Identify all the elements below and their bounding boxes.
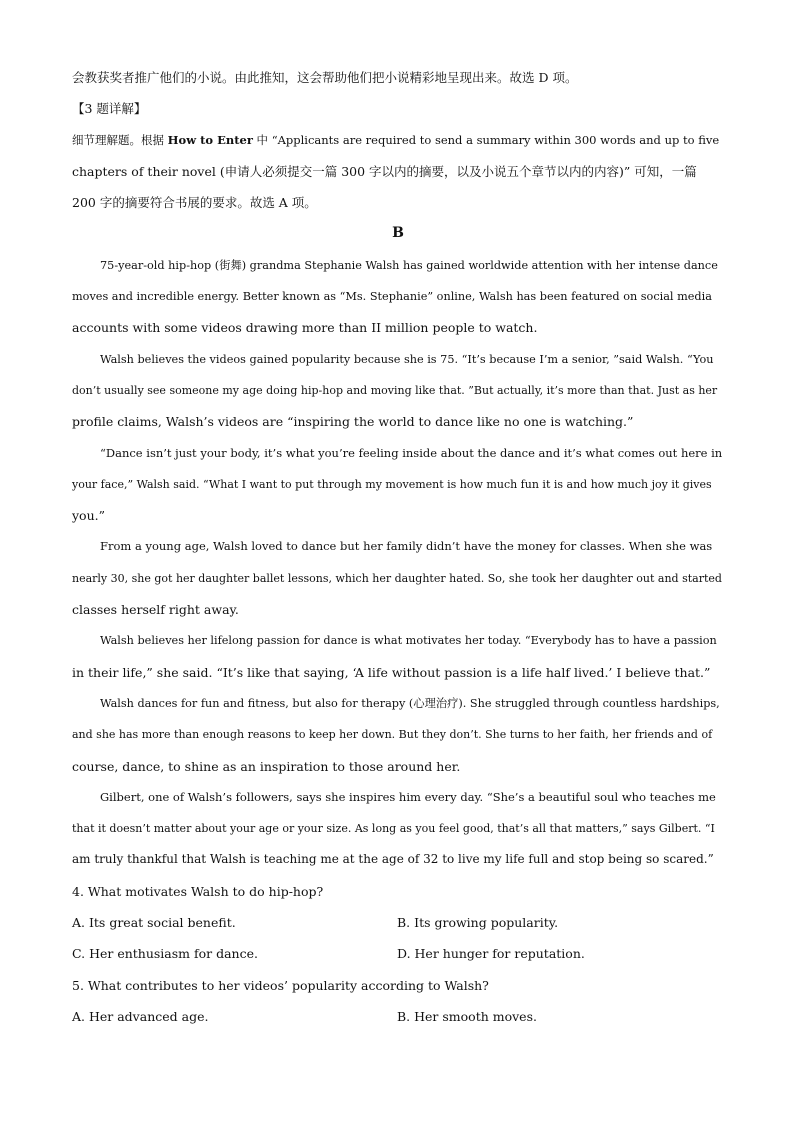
paragraph-line: moves and incredible energy. Better known as “Ms. Stephanie” online, Walsh has been featured on social media: [72, 290, 712, 304]
paragraph-line: Gilbert, one of Walsh’s followers, says she inspires him every day. “She’s a beautiful soul who teaches me: [100, 789, 716, 804]
paragraph-line: and she has more than enough reasons to keep her down. But they don’t. She turns to her faith, her friends and of: [72, 728, 713, 742]
option-b: B. Her smooth moves.: [397, 1008, 537, 1024]
option-a: A. Her advanced age.: [72, 1008, 209, 1024]
paragraph-line: “Dance isn’t just your body, it’s what you’re feeling inside about the dance and it’s what comes out here in: [100, 445, 723, 460]
paragraph-line: course, dance, to shine as an inspiration to those around her.: [72, 758, 461, 774]
option-b: B. Its growing popularity.: [397, 915, 559, 931]
paragraph-line: classes herself right away.: [72, 602, 239, 618]
option-a: A. Its great social benefit.: [72, 915, 236, 931]
paragraph-line: your face,” Walsh said. “What I want to put through my movement is how much fun it is and how much joy it gives: [72, 477, 712, 491]
paragraph-line: 75-year-old hip-hop (街舞) grandma Stephanie Walsh has gained worldwide attention with her intense dance: [100, 258, 718, 272]
paragraph-line: am truly thankful that Walsh is teaching me at the age of 32 to live my life full and stop being so scared.”: [72, 852, 714, 867]
paragraph-line: nearly 30, she got her daughter ballet lessons, which her daughter hated. So, she took her daughter out and started: [72, 571, 722, 585]
paragraph-line: Walsh believes the videos gained popularity because she is 75. “It’s because I’m a senior, ”said Walsh. “You: [100, 352, 714, 366]
intro-line: 细节理解题。根据 How to Enter 中 “Applicants are required to send a summary within 300 words and up to five: [72, 132, 720, 147]
paragraph-line: Walsh dances for fun and fitness, but also for therapy (心理治疗). She struggled through countless hardships,: [100, 696, 720, 710]
paragraph-line: accounts with some videos drawing more than II million people to watch.: [72, 320, 538, 336]
section-title: B: [392, 225, 404, 242]
option-row: [72, 1001, 724, 1032]
paragraph-line: you.”: [72, 508, 106, 524]
paragraph-line: don’t usually see someone my age doing hip-hop and moving like that. ”But actually, it’s more than that. Just as her: [72, 383, 718, 397]
paragraph-line: From a young age, Walsh loved to dance but her family didn’t have the money for classes. When she was: [100, 539, 713, 554]
option-row: [72, 907, 724, 938]
paragraph-line: profile claims, Walsh’s videos are “inspiring the world to dance like no one is watching.”: [72, 414, 634, 430]
bold-term: How to Enter: [167, 132, 253, 147]
paragraph-line: that it doesn’t matter about your age or your size. As long as you feel good, that’s all that matters,” says Gilbert. “I: [72, 822, 715, 836]
answer-heading: 【3 题详解】: [72, 101, 147, 117]
paragraph-line: Walsh believes her lifelong passion for dance is what motivates her today. “Everybody has to have a passion: [100, 634, 717, 648]
question-stem: 5. What contributes to her videos’ popularity according to Walsh?: [72, 977, 489, 993]
question-stem: 4. What motivates Walsh to do hip-hop?: [72, 883, 324, 899]
option-c: C. Her enthusiasm for dance.: [72, 946, 258, 962]
intro-line: 200 字的摘要符合书展的要求。故选 A 项。: [72, 195, 317, 211]
intro-line: chapters of their novel (申请人必须提交一篇 300 字以内的摘要，以及小说五个章节以内的内容)” 可知，一篇: [72, 163, 697, 179]
paragraph-line: in their life,” she said. “It’s like that saying, ‘A life without passion is a life half lived.’ I believe that.”: [72, 664, 711, 680]
document-page: [72, 62, 724, 1032]
intro-line: 会教获奖者推广他们的小说。由此推知，这会帮助他们把小说精彩地呈现出来。故选 D 项。: [72, 70, 578, 85]
option-d: D. Her hunger for reputation.: [397, 946, 585, 962]
option-row: [72, 938, 724, 969]
